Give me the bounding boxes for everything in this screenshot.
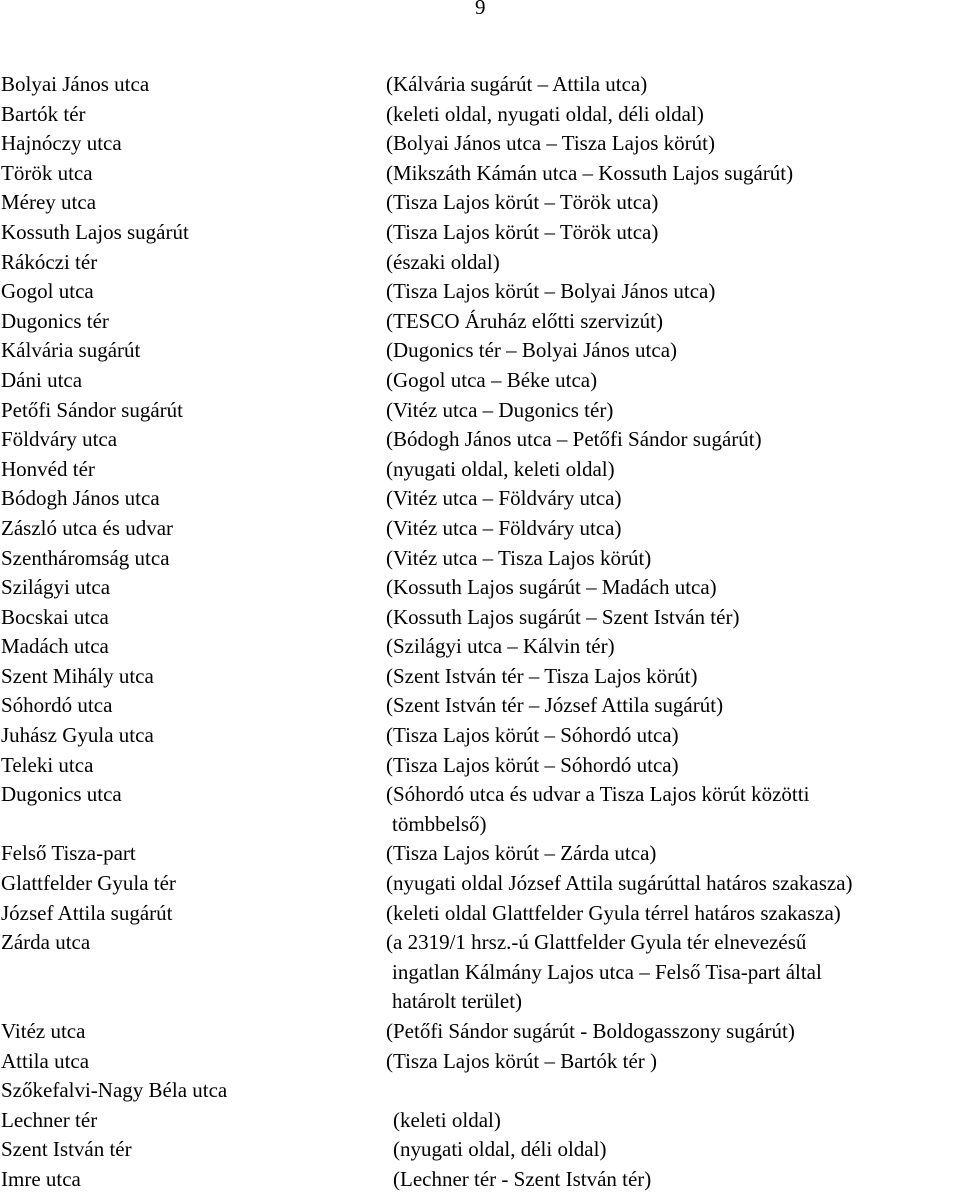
street-section: (Tisza Lajos körút – Török utca) — [386, 219, 659, 244]
street-name: Felső Tisza-part — [1, 841, 136, 866]
street-name: Madách utca — [1, 634, 109, 659]
street-section: (Kálvária sugárút – Attila utca) — [386, 72, 648, 96]
street-name: Dáni utca — [1, 367, 83, 392]
street-section: (keleti oldal) — [393, 1107, 501, 1132]
street-name: Szőkefalvi-Nagy Béla utca — [1, 1078, 228, 1103]
street-name: Rákóczi tér — [1, 249, 98, 274]
street-name: Zászló utca és udvar — [1, 515, 174, 540]
list-item — [0, 188, 960, 218]
list-item — [0, 218, 960, 248]
street-name: Török utca — [1, 160, 93, 185]
street-name: Dugonics utca — [1, 782, 122, 807]
street-section: határolt terület) — [392, 989, 523, 1014]
street-name: Teleki utca — [1, 752, 94, 777]
street-name: Zárda utca — [1, 930, 91, 955]
street-name: Kálvária sugárút — [1, 338, 141, 363]
street-name: Lechner tér — [1, 1107, 98, 1132]
list-item — [0, 1106, 960, 1136]
page-number: 9 — [475, 0, 486, 19]
list-item — [0, 1135, 960, 1165]
list-item — [0, 159, 960, 189]
street-section: ingatlan Kálmány Lajos utca – Felső Tisa-part által — [392, 959, 822, 984]
list-item — [0, 958, 960, 988]
street-name: Szent Mihály utca — [1, 663, 154, 688]
street-section: (Vitéz utca – Dugonics tér) — [386, 397, 614, 422]
street-section: (Szent István tér – Tisza Lajos körút) — [386, 663, 698, 688]
street-name: Mérey utca — [1, 190, 97, 215]
list-item — [0, 1047, 960, 1077]
street-section: (Szent István tér – József Attila sugárút) — [386, 693, 724, 718]
street-section: (Tisza Lajos körút – Bartók tér ) — [386, 1048, 658, 1073]
list-item — [0, 987, 960, 1017]
street-section: (a 2319/1 hrsz.-ú Glattfelder Gyula tér elnevezésű — [386, 930, 807, 955]
street-section: (keleti oldal Glattfelder Gyula térrel határos szakasza) — [386, 900, 841, 925]
list-item — [0, 780, 960, 810]
street-section: (Petőfi Sándor sugárút - Boldogasszony sugárút) — [386, 1019, 795, 1043]
list-item — [0, 1017, 960, 1047]
street-section: (Tisza Lajos körút – Sóhordó utca) — [386, 723, 679, 748]
street-section: (Vitéz utca – Földváry utca) — [386, 515, 622, 540]
street-name: Földváry utca — [1, 427, 118, 452]
list-item — [0, 603, 960, 633]
street-name: Imre utca — [1, 1166, 81, 1191]
list-item — [0, 928, 960, 958]
list-item — [0, 307, 960, 337]
list-item — [0, 721, 960, 751]
street-section: (északi oldal) — [386, 249, 500, 274]
street-section: (Bolyai János utca – Tisza Lajos körút) — [386, 131, 715, 156]
street-name: Glattfelder Gyula tér — [1, 871, 176, 896]
street-name: Sóhordó utca — [1, 693, 113, 718]
list-item — [0, 100, 960, 130]
street-name: Gogol utca — [1, 279, 94, 304]
list-item — [0, 366, 960, 396]
list-item — [0, 1165, 960, 1195]
list-item — [0, 751, 960, 781]
street-section: (nyugati oldal József Attila sugárúttal határos szakasza) — [386, 871, 853, 896]
list-item — [0, 70, 960, 100]
street-name: Bódogh János utca — [1, 486, 160, 511]
street-section: (Vitéz utca – Földváry utca) — [386, 486, 622, 511]
list-item — [0, 544, 960, 574]
street-section: (Tisza Lajos körút – Török utca) — [386, 190, 659, 215]
list-item — [0, 869, 960, 899]
list-item — [0, 632, 960, 662]
street-section: (Kossuth Lajos sugárút – Szent István tér) — [386, 604, 740, 629]
street-section: (TESCO Áruház előtti szervizút) — [386, 308, 663, 333]
street-name: Vitéz utca — [1, 1019, 86, 1043]
street-section: (Vitéz utca – Tisza Lajos körút) — [386, 545, 652, 570]
street-name: Bolyai János utca — [1, 72, 150, 96]
street-name: Honvéd tér — [1, 456, 95, 481]
street-section: (Tisza Lajos körút – Sóhordó utca) — [386, 752, 679, 777]
street-name: Attila utca — [1, 1048, 90, 1073]
street-section: (Szilágyi utca – Kálvin tér) — [386, 634, 615, 659]
street-name: Bartók tér — [1, 101, 86, 126]
street-name: Szentháromság utca — [1, 545, 170, 570]
list-item — [0, 277, 960, 307]
street-list — [0, 70, 960, 1195]
street-section: (Tisza Lajos körút – Bolyai János utca) — [386, 279, 716, 304]
list-item — [0, 899, 960, 929]
street-section: (Dugonics tér – Bolyai János utca) — [386, 338, 678, 363]
street-section: tömbbelső) — [392, 811, 487, 836]
street-name: Szilágyi utca — [1, 575, 111, 600]
street-section: (Gogol utca – Béke utca) — [386, 367, 598, 392]
street-name: Szent István tér — [1, 1137, 132, 1162]
street-name: Dugonics tér — [1, 308, 109, 333]
list-item — [0, 484, 960, 514]
list-item — [0, 396, 960, 426]
street-name: Hajnóczy utca — [1, 131, 122, 156]
list-item — [0, 662, 960, 692]
street-section: (keleti oldal, nyugati oldal, déli oldal) — [386, 101, 704, 126]
street-section: (Sóhordó utca és udvar a Tisza Lajos körút közötti — [386, 782, 810, 807]
list-item — [0, 336, 960, 366]
street-section: (Tisza Lajos körút – Zárda utca) — [386, 841, 657, 866]
list-item — [0, 573, 960, 603]
list-item — [0, 248, 960, 278]
list-item — [0, 691, 960, 721]
street-section: (Mikszáth Kámán utca – Kossuth Lajos sugárút) — [386, 160, 794, 185]
list-item — [0, 514, 960, 544]
street-section: (nyugati oldal, déli oldal) — [393, 1137, 607, 1162]
street-name: Juhász Gyula utca — [1, 723, 154, 748]
list-item — [0, 839, 960, 869]
list-item — [0, 1076, 960, 1106]
street-section: (Kossuth Lajos sugárút – Madách utca) — [386, 575, 717, 600]
street-name: Bocskai utca — [1, 604, 109, 629]
list-item — [0, 129, 960, 159]
street-section: (Bódogh János utca – Petőfi Sándor sugárút) — [386, 427, 762, 452]
list-item — [0, 455, 960, 485]
street-name: József Attila sugárút — [1, 900, 173, 925]
street-section: (Lechner tér - Szent István tér) — [393, 1166, 652, 1191]
street-name: Kossuth Lajos sugárút — [1, 219, 189, 244]
street-section: (nyugati oldal, keleti oldal) — [386, 456, 615, 481]
list-item — [0, 425, 960, 455]
list-item — [0, 810, 960, 840]
street-name: Petőfi Sándor sugárút — [1, 397, 183, 422]
